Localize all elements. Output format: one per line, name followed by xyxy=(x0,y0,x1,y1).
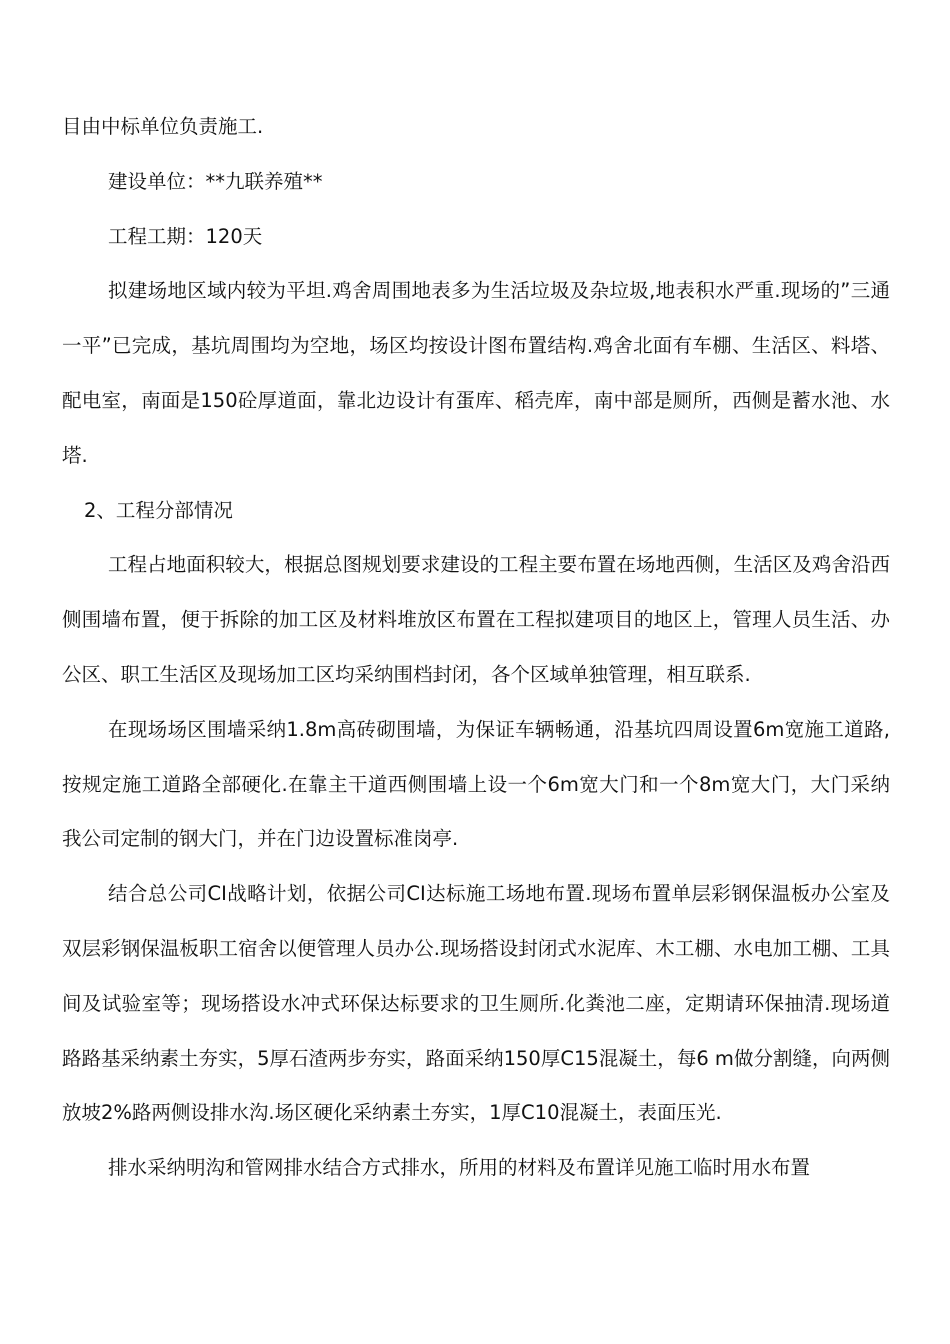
paragraph-site-layout: 工程占地面积较大，根据总图规划要求建设的工程主要布置在场地西侧，生活区及鸡舍沿西侧围墙布置，便于拆除的加工区及材料堆放区布置在工程拟建项目的地区上，管理人员生活、办公区、职工生活区及现场加工区均采纳围档封闭，各个区域单独管理，相互联系. xyxy=(62,553,890,686)
section-heading: 2、工程分部情况 xyxy=(84,498,233,522)
paragraph-ci-layout: 结合总公司CI战略计划，依据公司CI达标施工场地布置.现场布置单层彩钢保温板办公室及双层彩钢保温板职工宿舍以便管理人员办公.现场搭设封闭式水泥库、木工棚、水电加工棚、工具间及试验室等；现场搭设水冲式环保达标要求的卫生厕所.化粪池二座，定期请环保抽清.现场道路路基采纳素土夯实，5厚石渣两步夯实，路面采纳150厚C15混凝土，每6 m做分割缝，向两侧放坡2%路两侧设排水沟.场区硬化采纳素土夯实，1厚C10混凝土，表面压光. xyxy=(62,882,890,1125)
paragraph-enclosure-wall: 在现场场区围墙采纳1.8m高砖砌围墙，为保证车辆畅通，沿基坑四周设置6m宽施工道路,按规定施工道路全部硬化.在靠主干道西侧围墙上设一个6m宽大门和一个8m宽大门，大门采纳我公司定制的钢大门，并在门边设置标准岗亭. xyxy=(62,717,890,851)
paragraph-drainage: 排水采纳明沟和管网排水结合方式排水，所用的材料及布置详见施工临时用水布置 xyxy=(108,1156,811,1180)
paragraph-site-description: 拟建场地区域内较为平坦.鸡舍周围地表多为生活垃圾及杂垃圾,地表积水严重.现场的”三通一平”已完成，基坑周围均为空地，场区均按设计图布置结构.鸡舍北面有车棚、生活区、料塔、配电室，南面是150砼厚道面，靠北边设计有蛋库、稻壳库，南中部是厕所，西侧是蓄水池、水塔. xyxy=(62,279,890,467)
document-body xyxy=(62,100,890,1196)
paragraph-construction-period: 工程工期：120天 xyxy=(108,224,263,248)
paragraph-continuation: 目由中标单位负责施工. xyxy=(62,115,264,138)
paragraph-construction-unit: 建设单位：**九联养殖** xyxy=(108,169,323,193)
